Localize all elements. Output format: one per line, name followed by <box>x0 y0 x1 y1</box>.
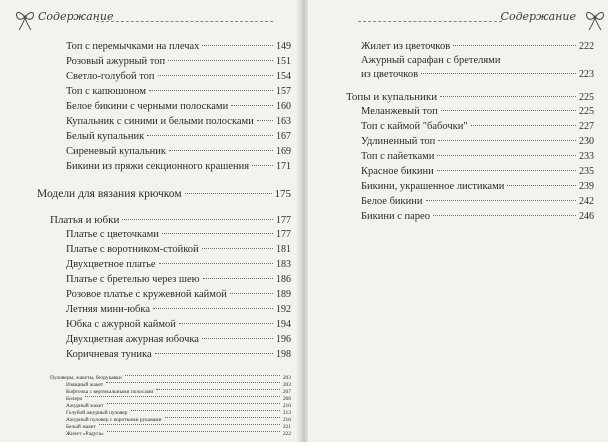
toc-entry: Болеро 208 <box>66 396 291 402</box>
toc-entry-page: 216 <box>282 417 291 423</box>
toc-entry: Топ с перемычками на плечах 149 <box>66 41 291 52</box>
toc-section: Модели для вязания крючком 175 <box>37 188 291 200</box>
header-title: Содержание <box>38 10 114 23</box>
toc-entry: Ажурный жакет 210 <box>66 403 291 409</box>
toc-entry <box>66 424 291 431</box>
toc-entry: Топ с каймой "бабочки" 227 <box>361 121 594 132</box>
toc-entry: Платье с воротником-стойкой 181 <box>66 244 291 255</box>
toc-entry: Платье с бретелью через шею 186 <box>66 274 291 285</box>
toc-entry: Белый купальник 167 <box>66 131 291 142</box>
header-title: Содержание <box>500 10 576 23</box>
toc-entry: Светло-голубой топ 154 <box>66 71 291 82</box>
toc-entry: Юбка с ажурной каймой 194 <box>66 319 291 330</box>
toc-entry-page: 213 <box>282 410 291 416</box>
toc-entry <box>66 431 291 438</box>
toc-entry: Бикини из пряжи секционного крашения 171 <box>66 161 291 172</box>
toc-entry-title: Ажурный пуловер с короткими рукавами <box>66 417 162 423</box>
toc-entry-title: Голубой ажурный пуловер <box>66 410 128 416</box>
toc-entry: Кофточка с вертикальными полосами 207 <box>66 389 291 395</box>
toc-entry: Удлиненный топ 230 <box>361 136 594 147</box>
toc-entry-first-line: Ажурный сарафан с бретелями <box>361 55 501 66</box>
toc-entry: Бикини с парео 246 <box>361 211 594 222</box>
toc-entry: Изящный жакет 203 <box>66 382 291 388</box>
toc-entry-title: Жилет «Радуга» <box>66 431 104 437</box>
left-page-header <box>14 8 297 34</box>
toc-entry: Розовое платье с кружевной каймой 189 <box>66 289 291 300</box>
toc-entry: Коричневая туника 198 <box>66 349 291 360</box>
toc-entry: Розовый ажурный топ 151 <box>66 56 291 67</box>
right-page <box>308 0 608 442</box>
toc-entry: из цветочков 223 <box>361 69 594 80</box>
header-rule <box>96 21 273 22</box>
toc-entry: Двухцветная ажурная юбочка 196 <box>66 334 291 345</box>
toc-entry: Бикини, украшенное листиками 239 <box>361 181 594 192</box>
toc-entry: Топ с пайетками 233 <box>361 151 594 162</box>
right-page-header <box>336 8 606 34</box>
bow-ornament-icon <box>14 8 36 32</box>
toc-entry: Двухцветное платье 183 <box>66 259 291 270</box>
toc-entry: Топ с капюшоном 157 <box>66 86 291 97</box>
toc-entry-page: 222 <box>282 431 291 437</box>
left-page <box>0 0 300 442</box>
bow-ornament-icon <box>584 8 606 32</box>
toc-entry: Красное бикини 235 <box>361 166 594 177</box>
toc-entry <box>66 410 291 417</box>
toc-subsection: Топы и купальники 225 <box>346 91 594 103</box>
toc-entry-title: Белый жакет <box>66 424 96 430</box>
toc-subsection: Платья и юбки 177 <box>50 214 291 226</box>
toc-entry: Жилет из цветочков 222 <box>361 41 594 52</box>
toc-entry: Меланжевый топ 225 <box>361 106 594 117</box>
toc-entry: Платье с цветочками 177 <box>66 229 291 240</box>
toc-entry: Купальник с синими и белыми полосками 163 <box>66 116 291 127</box>
toc-entry: Летняя мини-юбка 192 <box>66 304 291 315</box>
toc-entry: Белое бикини 242 <box>361 196 594 207</box>
toc-subsection: Пуловеры, жакеты, безрукавки 203 <box>50 375 291 381</box>
toc-entry: Белое бикини с черными полосками 160 <box>66 101 291 112</box>
toc-entry-page: 221 <box>282 424 291 430</box>
toc-entry: Сиреневый купальник 169 <box>66 146 291 157</box>
header-rule <box>358 21 502 22</box>
toc-entry <box>66 417 291 424</box>
